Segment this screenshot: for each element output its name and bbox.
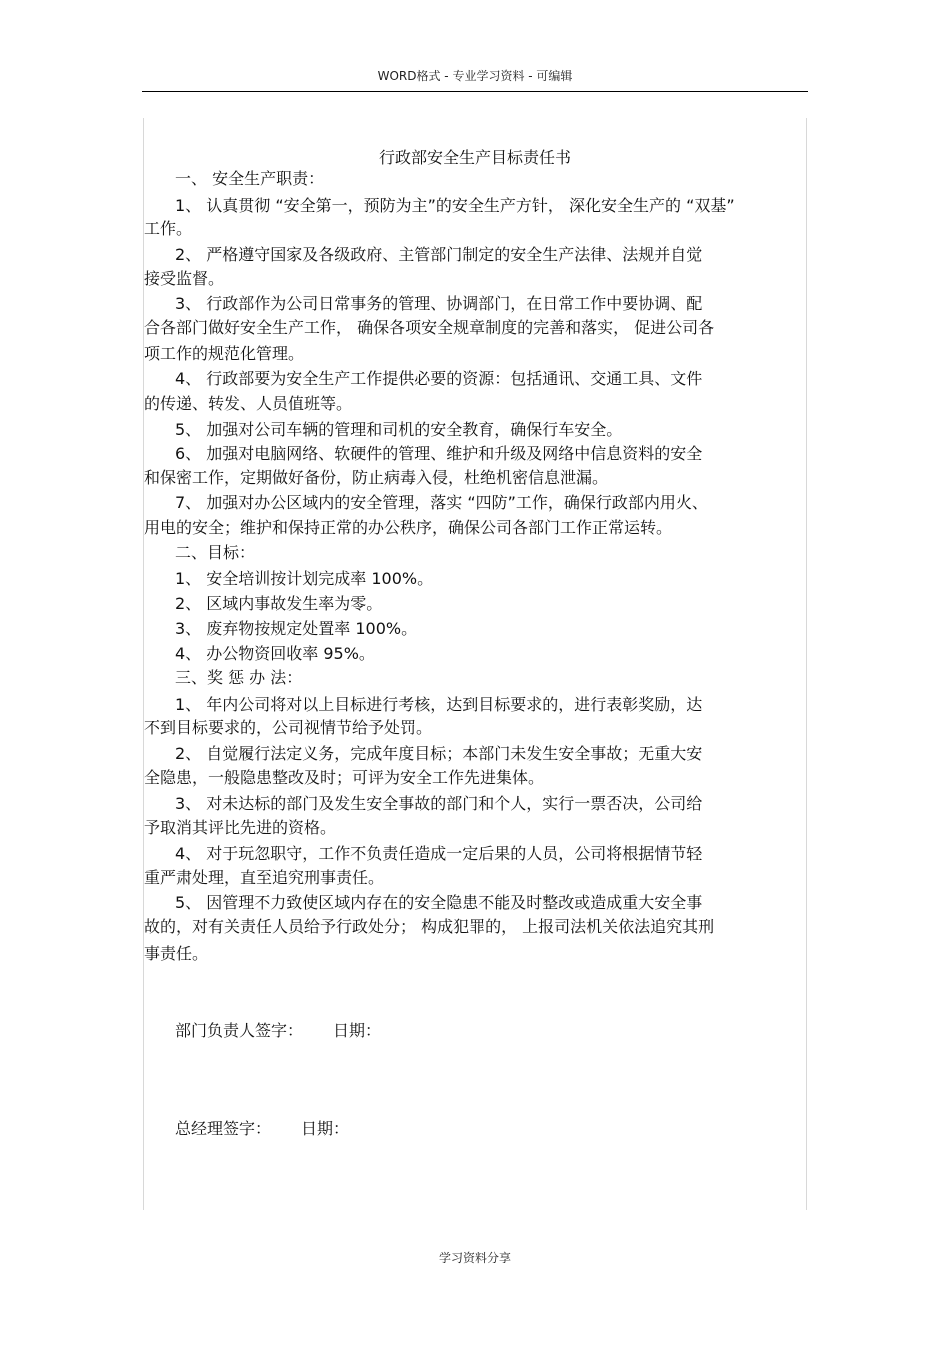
page-header: WORD格式 - 专业学习资料 - 可编辑 xyxy=(377,69,573,83)
paragraph-line: 全隐患，一般隐患整改及时；可评为安全工作先进集体。 xyxy=(144,768,545,787)
goal-item: 2、 区域内事故发生率为零。 xyxy=(175,594,383,613)
paragraph-line: 接受监督。 xyxy=(144,269,225,288)
dept-head-date-label: 日期： xyxy=(333,1021,382,1040)
paragraph-line: 和保密工作，定期做好备份，防止病毒入侵，杜绝机密信息泄漏。 xyxy=(144,468,609,487)
paragraph-line: 用电的安全；维护和保持正常的办公秩序，确保公司各部门工作正常运转。 xyxy=(144,518,673,537)
paragraph-line: 2、 严格遵守国家及各级政府、主管部门制定的安全生产法律、法规并自觉 xyxy=(175,245,703,264)
dept-head-signature-line xyxy=(175,1018,381,1041)
paragraph-line: 故的，对有关责任人员给予行政处分； 构成犯罪的， 上报司法机关依法追究其刑 xyxy=(144,917,715,936)
paragraph-line: 予取消其评比先进的资格。 xyxy=(144,818,337,837)
paragraph-line: 2、 自觉履行法定义务，完成年度目标；本部门未发生安全事故；无重大安 xyxy=(175,744,703,763)
dept-head-signature-label: 部门负责人签字： xyxy=(175,1021,304,1040)
paragraph-line: 工作。 xyxy=(144,219,193,238)
section-heading-duties: 一、 安全生产职责： xyxy=(175,169,325,188)
paragraph-line: 项工作的规范化管理。 xyxy=(144,344,305,363)
goal-item: 3、 废弃物按规定处置率 100%。 xyxy=(175,619,418,638)
goal-item: 4、 办公物资回收率 95%。 xyxy=(175,644,375,663)
paragraph-line: 3、 行政部作为公司日常事务的管理、协调部门，在日常工作中要协调、配 xyxy=(175,294,703,313)
gm-signature-line xyxy=(175,1116,349,1139)
document-title: 行政部安全生产目标责任书 xyxy=(378,148,571,167)
paragraph-line: 3、 对未达标的部门及发生安全事故的部门和个人，实行一票否决，公司给 xyxy=(175,794,703,813)
paragraph-line: 7、 加强对办公区域内的安全管理，落实 “四防”工作，确保行政部内用火、 xyxy=(175,493,708,512)
paragraph-line: 的传递、转发、人员值班等。 xyxy=(144,394,353,413)
gm-date-label: 日期： xyxy=(301,1119,350,1138)
section-heading-goals: 二、目标： xyxy=(175,543,256,562)
paragraph-line: 1、 认真贯彻 “安全第一，预防为主”的安全生产方针， 深化安全生产的 “双基” xyxy=(175,196,735,215)
paragraph-line: 4、 对于玩忽职守，工作不负责任造成一定后果的人员，公司将根据情节轻 xyxy=(175,844,703,863)
page-footer: 学习资料分享 xyxy=(438,1251,511,1265)
paragraph-line: 事责任。 xyxy=(144,944,209,963)
paragraph-line: 合各部门做好安全生产工作， 确保各项安全规章制度的完善和落实， 促进公司各 xyxy=(144,318,715,337)
paragraph-line: 5、 因管理不力致使区域内存在的安全隐患不能及时整改或造成重大安全事 xyxy=(175,893,703,912)
paragraph-line: 不到目标要求的，公司视情节给予处罚。 xyxy=(144,718,433,737)
paragraph-line: 5、 加强对公司车辆的管理和司机的安全教育，确保行车安全。 xyxy=(175,420,623,439)
gm-signature-label: 总经理签字： xyxy=(175,1119,272,1138)
section-heading-rewards: 三、奖 惩 办 法： xyxy=(175,668,303,687)
paragraph-line: 6、 加强对电脑网络、软硬件的管理、维护和升级及网络中信息资料的安全 xyxy=(175,444,703,463)
paragraph-line: 1、 年内公司将对以上目标进行考核，达到目标要求的，进行表彰奖励，达 xyxy=(175,695,703,714)
goal-item: 1、 安全培训按计划完成率 100%。 xyxy=(175,569,434,588)
paragraph-line: 重严肃处理，直至追究刑事责任。 xyxy=(144,868,385,887)
paragraph-line: 4、 行政部要为安全生产工作提供必要的资源：包括通讯、交通工具、文件 xyxy=(175,369,703,388)
